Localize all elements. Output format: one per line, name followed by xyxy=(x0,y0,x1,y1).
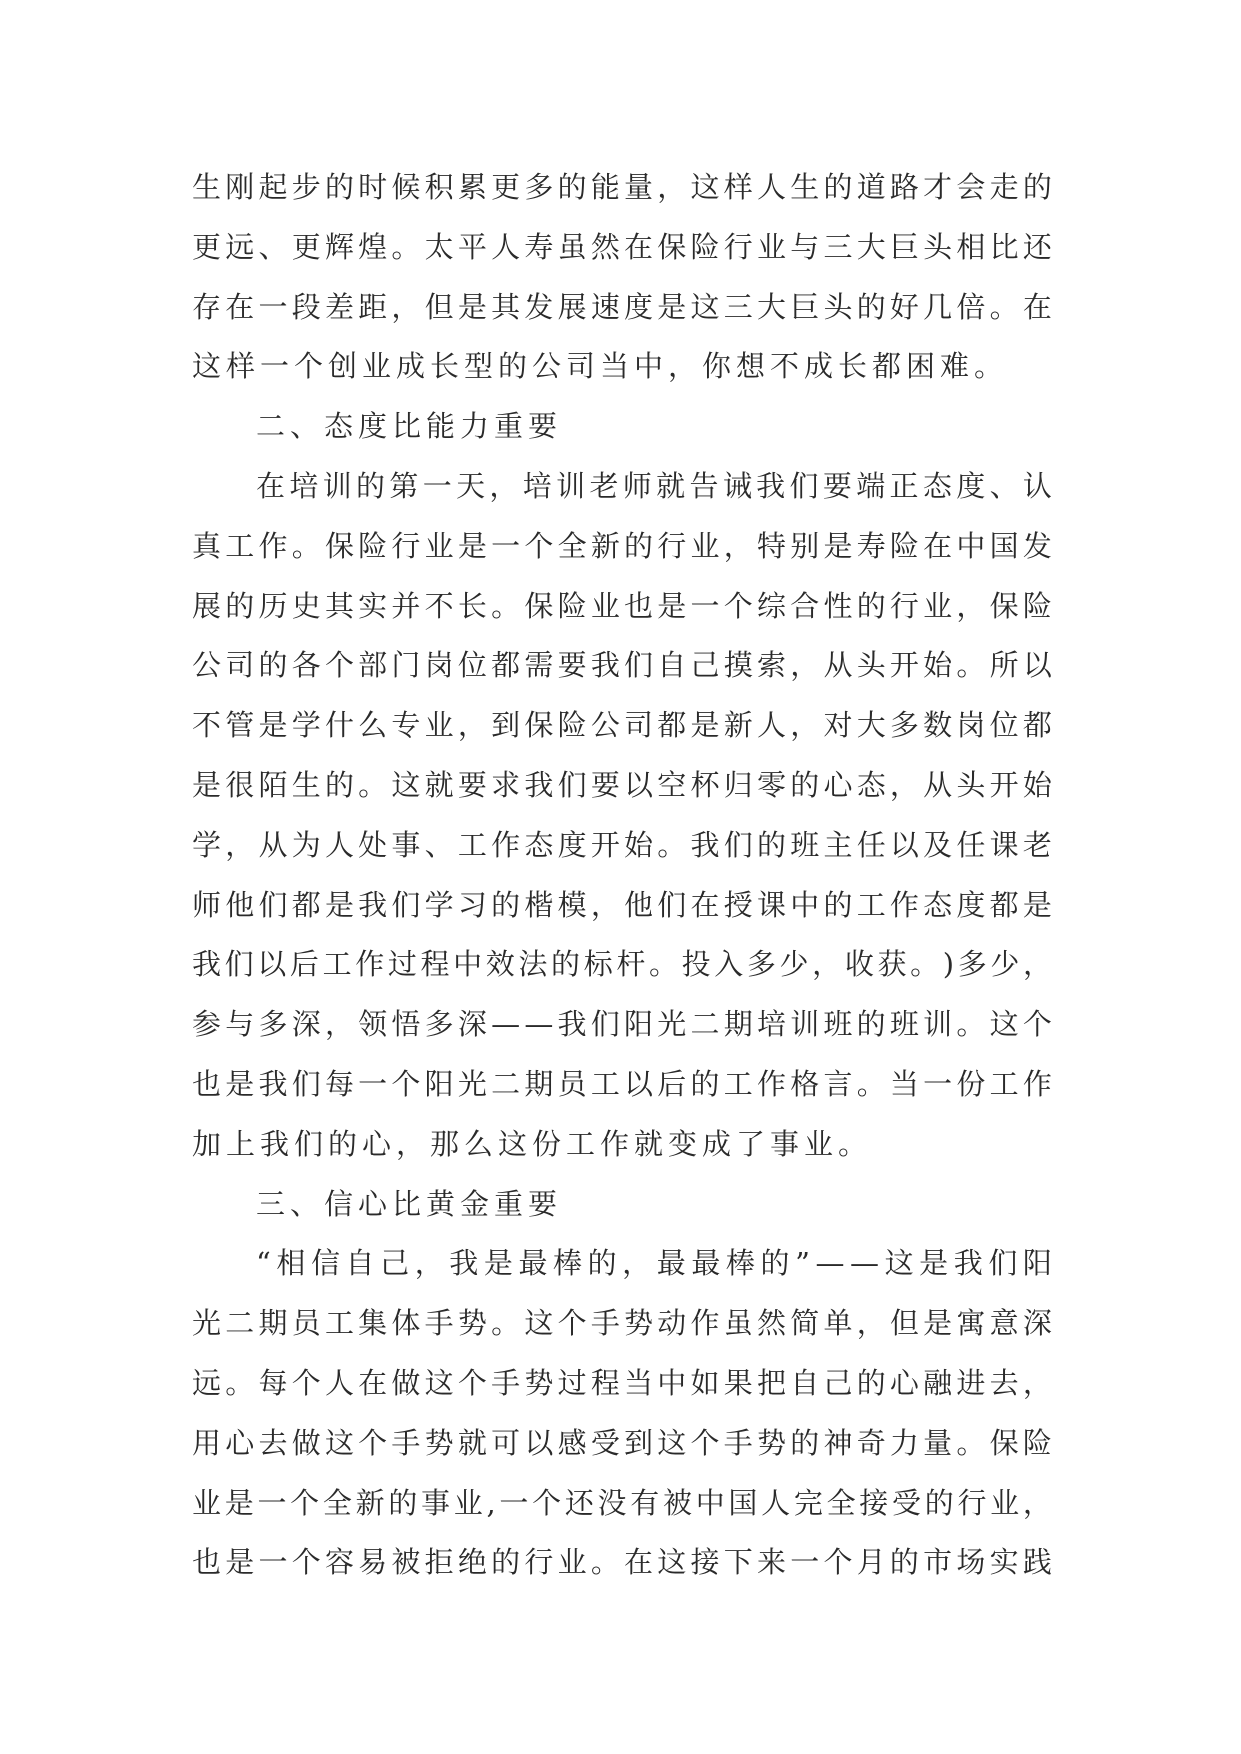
text-line: 三、信心比黄金重要 xyxy=(256,1186,563,1221)
text-line: 也 是 一 个 容 易 被 拒 绝 的 行 业 。 在 这 接 下 来 一 个 月 的 市 场 实 践 xyxy=(192,1545,1052,1580)
text-line: 公 司 的 各 个 部 门 岗 位 都 需 要 我 们 自 己 摸 索 ， 从 头 开 始 。 所 以 xyxy=(192,648,1052,683)
text-line: 是 很 陌 生 的 。 这 就 要 求 我 们 要 以 空 杯 归 零 的 心 态 ， 从 头 开 始 xyxy=(192,767,1052,802)
text-line: “ 相 信 自 己 ， 我 是 最 棒 的 ， 最 最 棒 的 ” — — 这 是 我 们 阳 xyxy=(256,1246,1052,1281)
text-line: 远 。 每 个 人 在 做 这 个 手 势 过 程 当 中 如 果 把 自 己 的 心 融 进 去 ， xyxy=(192,1365,1052,1400)
text-line: 业 是 一 个 全 新 的 事 业 , 一 个 还 没 有 被 中 国 人 完 全 接 受 的 行 业 ， xyxy=(192,1485,1052,1520)
text-line: 存 在 一 段 差 距 ， 但 是 其 发 展 速 度 是 这 三 大 巨 头 的 好 几 倍 。 在 xyxy=(192,289,1052,324)
text-line: 这样一个创业成长型的公司当中，你想不成长都困难。 xyxy=(192,349,1009,384)
text-line: 用 心 去 做 这 个 手 势 就 可 以 感 受 到 这 个 手 势 的 神 奇 力 量 。 保 险 xyxy=(192,1425,1052,1460)
text-line: 二、态度比能力重要 xyxy=(256,409,563,444)
text-line: 更 远 、 更 辉 煌 。 太 平 人 寿 虽 然 在 保 险 行 业 与 三 大 巨 头 相 比 还 xyxy=(192,229,1052,264)
text-line: 师 他 们 都 是 我 们 学 习 的 楷 模 ， 他 们 在 授 课 中 的 工 作 态 度 都 是 xyxy=(192,887,1052,922)
text-line: 不 管 是 学 什 么 专 业 ， 到 保 险 公 司 都 是 新 人 ， 对 大 多 数 岗 位 都 xyxy=(192,708,1052,743)
text-line: 也 是 我 们 每 一 个 阳 光 二 期 员 工 以 后 的 工 作 格 言 。 当 一 份 工 作 xyxy=(192,1066,1052,1101)
text-line: 在 培 训 的 第 一 天 ， 培 训 老 师 就 告 诫 我 们 要 端 正 态 度 、 认 xyxy=(256,468,1052,503)
text-line: 加上我们的心，那么这份工作就变成了事业。 xyxy=(192,1126,873,1161)
text-line: 我 们 以 后 工 作 过 程 中 效 法 的 标 杆 。 投 入 多 少 ， 收 获 。 ) 多 少 ， xyxy=(192,947,1052,982)
text-line: 光 二 期 员 工 集 体 手 势 。 这 个 手 势 动 作 虽 然 简 单 ， 但 是 寓 意 深 xyxy=(192,1306,1052,1341)
text-line: 真 工 作 。 保 险 行 业 是 一 个 全 新 的 行 业 ， 特 别 是 寿 险 在 中 国 发 xyxy=(192,528,1052,563)
body-text xyxy=(192,158,1052,1593)
text-line: 学 ， 从 为 人 处 事 、 工 作 态 度 开 始 。 我 们 的 班 主 任 以 及 任 课 老 xyxy=(192,827,1052,862)
text-line: 生 刚 起 步 的 时 候 积 累 更 多 的 能 量 ， 这 样 人 生 的 道 路 才 会 走 的 xyxy=(192,170,1052,204)
text-line: 参 与 多 深 ， 领 悟 多 深 — — 我 们 阳 光 二 期 培 训 班 的 班 训 。 这 个 xyxy=(192,1007,1052,1042)
text-line: 展 的 历 史 其 实 并 不 长 。 保 险 业 也 是 一 个 综 合 性 的 行 业 ， 保 险 xyxy=(192,588,1052,623)
